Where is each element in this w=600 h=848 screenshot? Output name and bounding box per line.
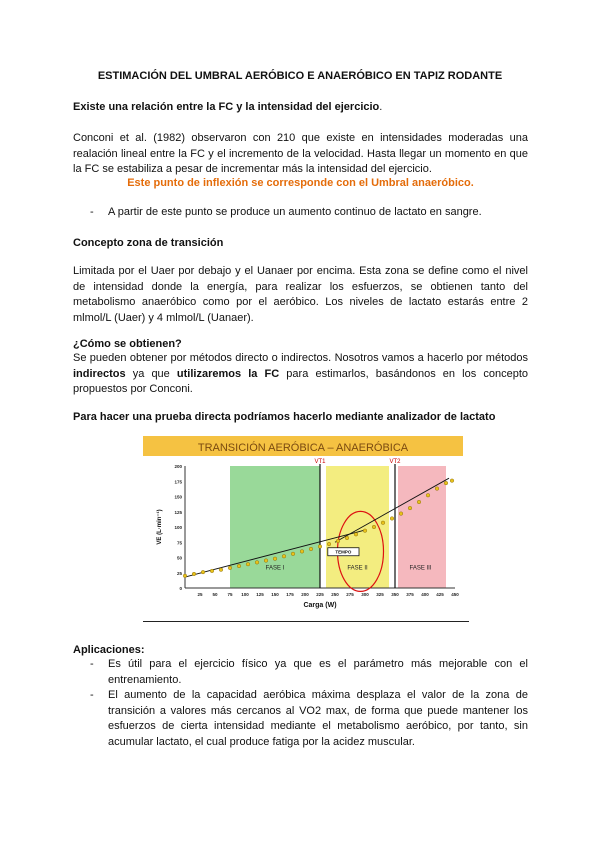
- transition-paragraph: Limitada por el Uaer por debajo y el Uanaer por encima. Esta zona se define como el nivel de intensidad donde la energía, para realizar los esfuerzos, se obtienen tanto del metabolismo anaeróbico como por el aeróbico. Los niveles de lactato estarás entre 2 mlmol/L (Uaer) y 4 mlmol/L (Uanaer).: [73, 265, 528, 324]
- bullet-dash: -: [90, 206, 94, 218]
- bullet-dash: -: [90, 658, 94, 670]
- y-axis-label: VE (L·min⁻¹): [157, 509, 163, 545]
- x-tick-label: 325: [376, 592, 384, 597]
- data-point: [273, 557, 277, 561]
- y-tick-label: 50: [176, 555, 182, 561]
- y-tick-label: 200: [174, 464, 182, 469]
- data-point: [183, 574, 187, 578]
- x-tick-label: 425: [436, 592, 444, 597]
- highlight-text: [73, 177, 528, 189]
- data-point: [282, 554, 286, 558]
- divider-line: [143, 621, 469, 622]
- x-tick-label: 275: [346, 592, 354, 597]
- data-point: [426, 493, 430, 497]
- x-axis-label: Carga (W): [303, 602, 337, 609]
- data-point: [309, 547, 313, 551]
- chart-title: TRANSICIÓN AERÓBICA – ANAERÓBICA: [197, 442, 409, 454]
- app-item-1: [90, 657, 528, 688]
- phase-label-1: FASE I: [265, 565, 285, 572]
- y-tick-label: 25: [176, 570, 182, 576]
- plot-area: [156, 459, 459, 609]
- data-point: [336, 539, 340, 543]
- y-tick-label: 0: [179, 586, 182, 591]
- how-bold-fc: utilizaremos la FC: [176, 367, 280, 380]
- data-point: [408, 506, 412, 510]
- data-point: [363, 529, 367, 533]
- x-tick-label: 375: [406, 592, 414, 597]
- app-text-1: Es útil para el ejercicio físico ya que es el parámetro más mejorable con el entrenamiento.: [108, 658, 528, 686]
- conconi-paragraph: Conconi et al. (1982) observaron con 210 que existe en intensidades moderadas una realación lineal entre la FC y el incremento de la velocidad. Hasta llegar un momento en que la FC se estabiliza a pesar de incrementar más la intensidad del ejercicio.: [73, 132, 528, 175]
- heading-period: .: [379, 101, 383, 113]
- x-tick-label: 125: [256, 592, 264, 597]
- section-heading-direct: Para hacer una prueba directa podríamos hacerlo mediante analizador de lactato: [73, 411, 496, 423]
- x-tick-label: 25: [197, 592, 203, 597]
- bullet-lactate: [90, 205, 528, 221]
- data-point: [435, 487, 439, 491]
- y-tick-label: 125: [174, 509, 182, 515]
- data-point: [264, 559, 268, 563]
- data-point: [417, 500, 421, 504]
- bullet-text: A partir de este punto se produce un aumento continuo de lactato en sangre.: [108, 206, 482, 218]
- how-text-a: Se pueden obtener por métodos directo o indirectos. Nosotros vamos a hacerlo por métodos: [73, 352, 528, 364]
- threshold-label-2: VT2: [389, 459, 401, 465]
- data-point: [372, 525, 376, 529]
- data-point: [246, 562, 250, 566]
- y-tick-label: 175: [174, 479, 182, 485]
- phase-label-3: FASE III: [409, 565, 432, 572]
- data-point: [228, 566, 232, 570]
- data-point: [327, 542, 331, 546]
- y-tick-label: 150: [174, 494, 182, 500]
- threshold-label-1: VT1: [314, 459, 326, 465]
- x-tick-label: 175: [286, 592, 294, 597]
- page-title: ESTIMACIÓN DEL UMBRAL AERÓBICO E ANAERÓBICO EN TAPIZ RODANTE: [97, 70, 503, 82]
- how-paragraph: [73, 351, 528, 398]
- data-point: [399, 512, 403, 516]
- data-point: [300, 550, 304, 554]
- transition-chart: [143, 436, 463, 614]
- data-point: [210, 569, 214, 573]
- x-tick-label: 250: [331, 592, 339, 597]
- x-tick-label: 225: [316, 592, 324, 597]
- threshold-highlight: Este punto de inflexión se corresponde con el Umbral anaeróbico.: [127, 177, 474, 189]
- data-point: [318, 545, 322, 549]
- section-heading-relation: [73, 100, 528, 116]
- x-tick-label: 75: [227, 592, 233, 597]
- x-tick-label: 200: [301, 592, 309, 597]
- data-point: [192, 572, 196, 576]
- app-item-2: [90, 688, 528, 750]
- data-point: [219, 568, 223, 572]
- bullet-dash: -: [90, 689, 94, 701]
- data-point: [354, 533, 358, 537]
- x-tick-label: 150: [271, 592, 279, 597]
- data-point: [237, 564, 241, 568]
- how-bold-indirect: indirectos: [73, 367, 126, 380]
- data-point: [201, 570, 205, 574]
- data-point: [381, 521, 385, 525]
- x-tick-label: 50: [212, 592, 218, 597]
- data-point: [444, 481, 448, 485]
- data-point: [255, 561, 259, 565]
- x-tick-label: 300: [361, 592, 369, 597]
- tempo-label: TEMPO: [335, 549, 352, 555]
- how-text-c: para estimarlos, basándonos en los concepto propuestos por Conconi.: [73, 367, 528, 395]
- x-tick-label: 400: [421, 592, 429, 597]
- section-heading-how: ¿Cómo se obtienen?: [73, 338, 182, 350]
- section-heading-apps: Aplicaciones:: [73, 644, 145, 656]
- x-tick-label: 100: [241, 592, 249, 597]
- how-text-b: ya que: [125, 367, 177, 380]
- data-point: [390, 517, 394, 521]
- section-heading-transition: Concepto zona de transición: [73, 237, 224, 249]
- y-tick-label: 75: [176, 540, 182, 546]
- app-text-2: El aumento de la capacidad aeróbica máxima desplaza el valor de la zona de transición a valores más cercanos al VO2 max, de forma que puede mantener los esfuerzos de cierta intensidad mediante el metabolismo aeróbico, por tanto, sin acumular lactato, el cual produce fatiga por la acidez muscular.: [108, 689, 528, 748]
- data-point: [291, 552, 295, 556]
- data-point: [450, 479, 454, 483]
- y-tick-label: 100: [174, 525, 182, 530]
- phase-label-2: FASE II: [347, 565, 368, 572]
- x-tick-label: 450: [451, 592, 459, 597]
- data-point: [345, 536, 349, 540]
- x-tick-label: 350: [391, 592, 399, 597]
- heading-text: Existe una relación entre la FC y la intensidad del ejercicio: [73, 101, 380, 113]
